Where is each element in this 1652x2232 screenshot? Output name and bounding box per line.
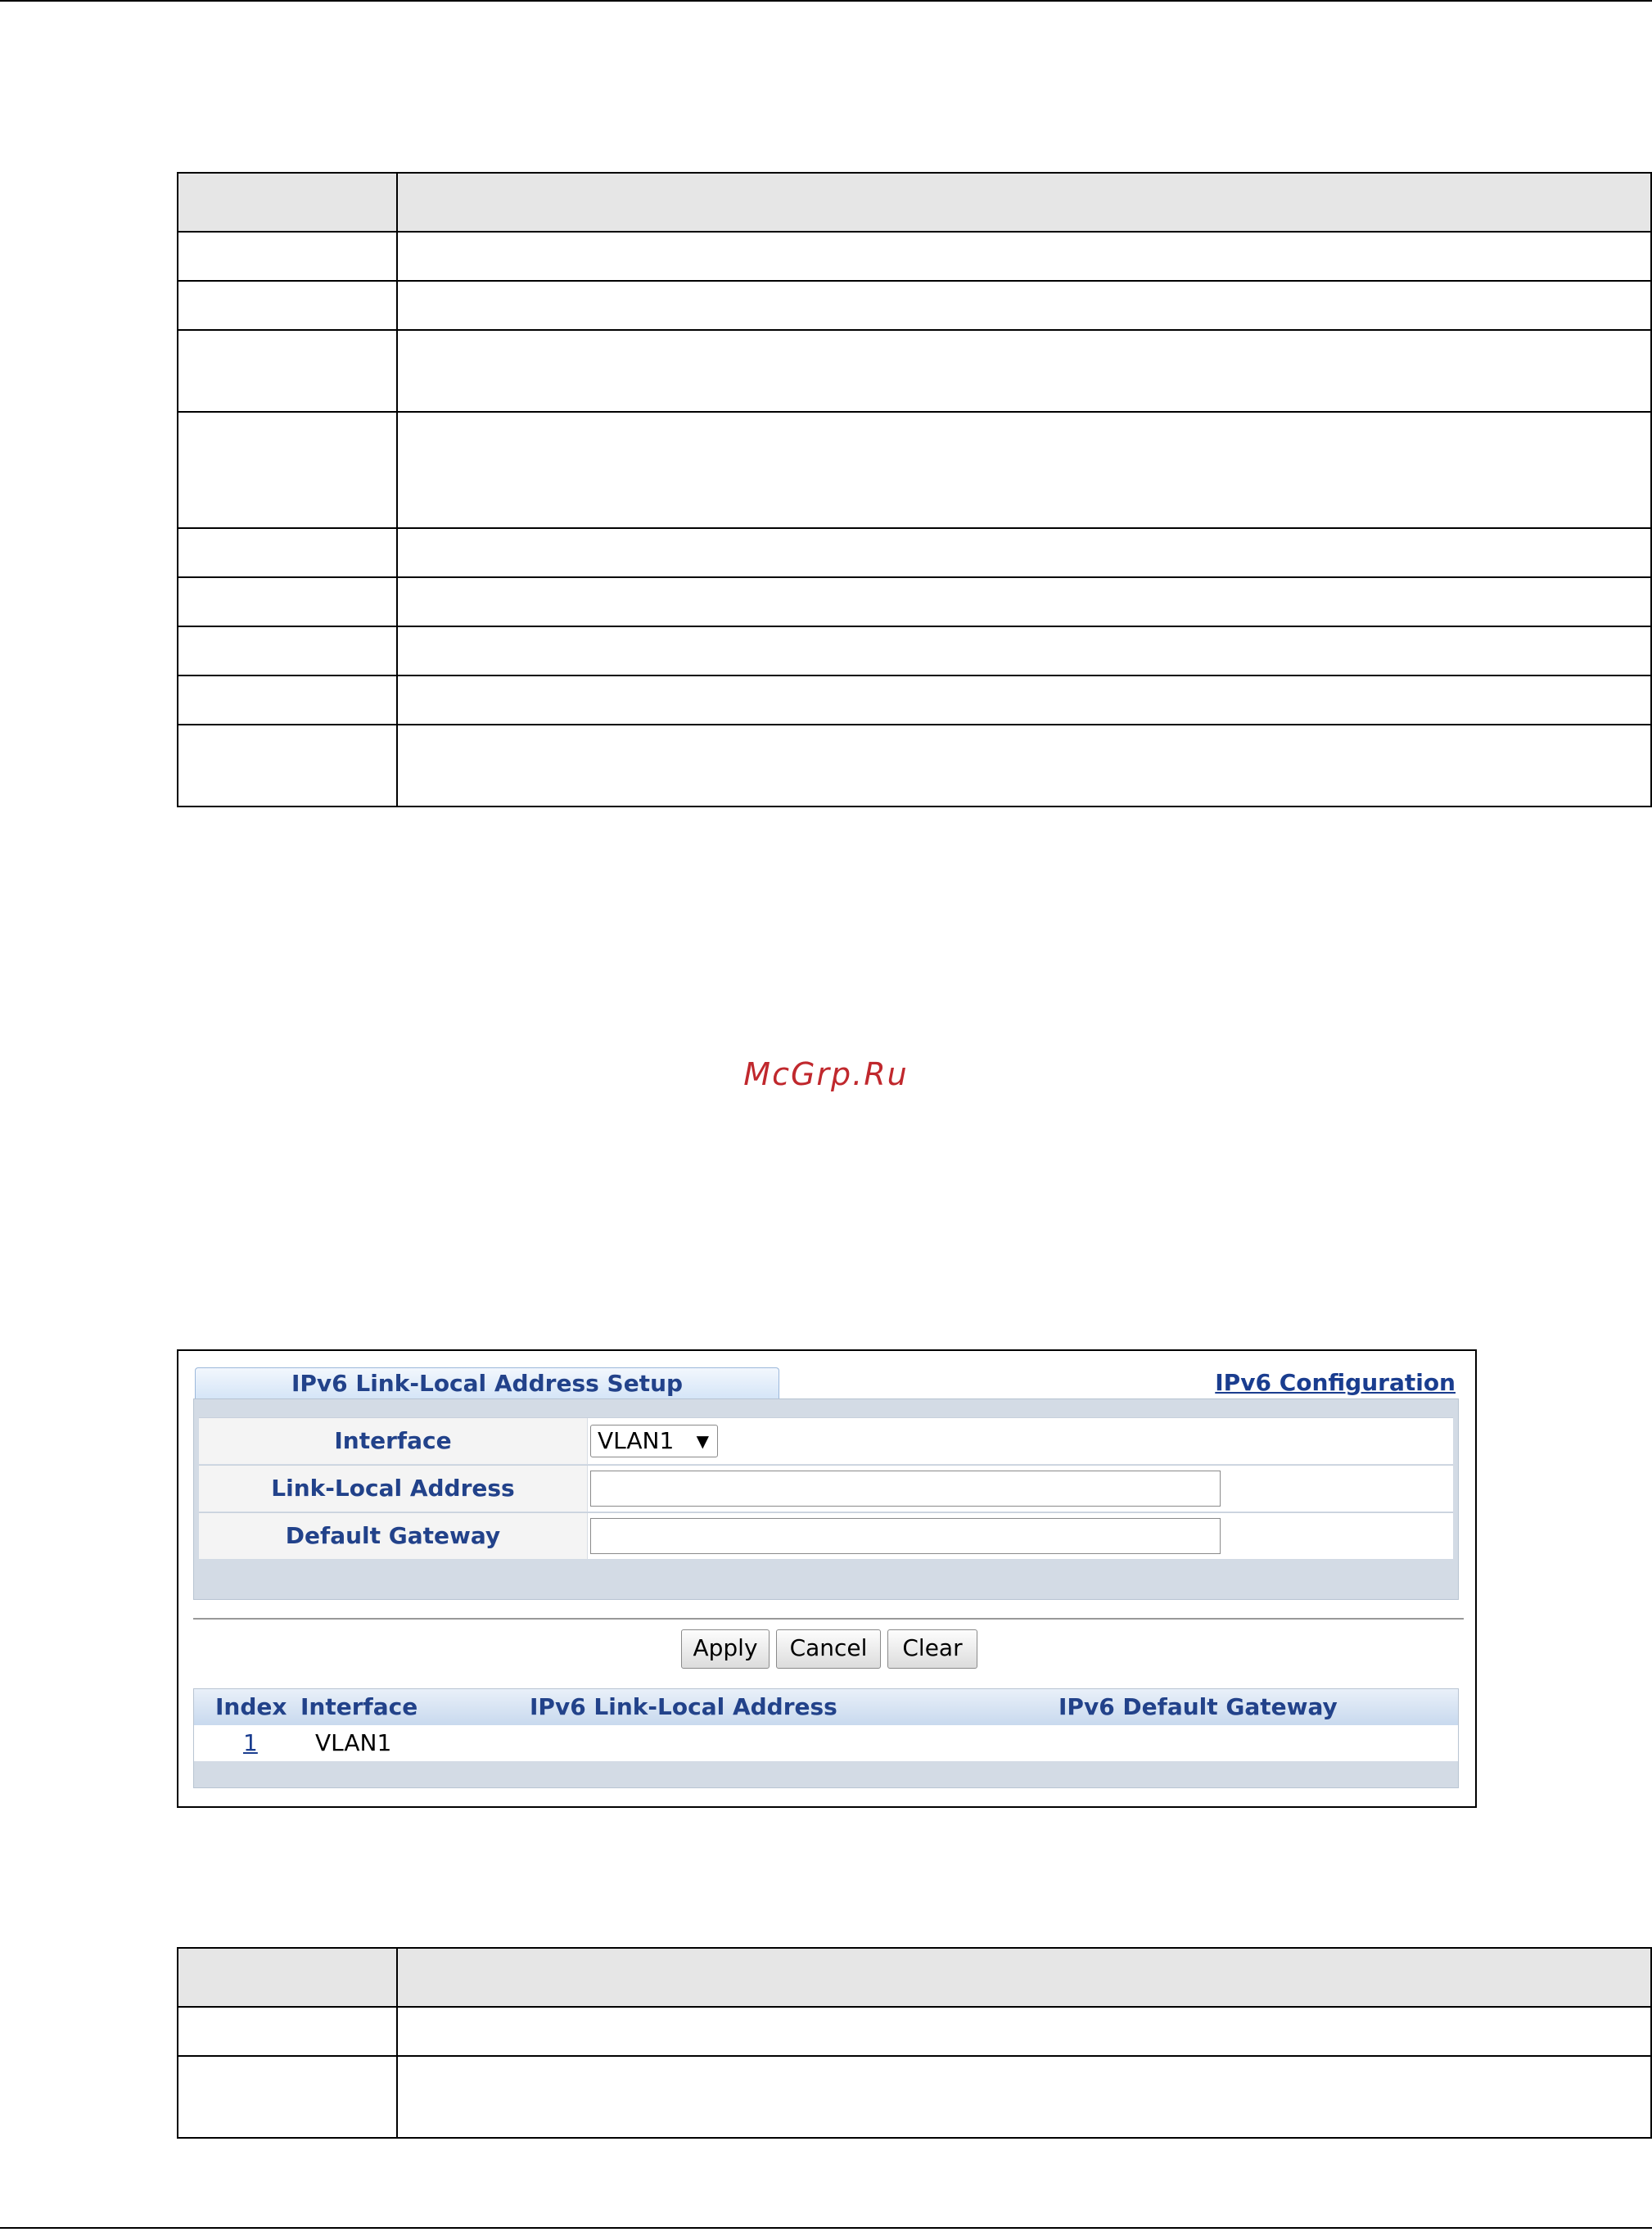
table-row (178, 412, 1651, 528)
table-row (178, 626, 1651, 675)
ipv6-configuration-link[interactable]: IPv6 Configuration (1215, 1369, 1456, 1396)
table-header-row (178, 1948, 1651, 2007)
default-gateway-label: Default Gateway (199, 1513, 588, 1559)
table-row (178, 577, 1651, 626)
label-description-table-bottom (177, 1947, 1652, 2139)
page-bottom-rule (0, 2227, 1652, 2229)
watermark: McGrp.Ru (743, 1056, 909, 1092)
chevron-down-icon: ▼ (696, 1431, 709, 1451)
label-description-table-top (177, 172, 1652, 807)
header-interface: Interface (300, 1693, 418, 1720)
link-local-address-input[interactable] (590, 1471, 1221, 1507)
row-interface: VLAN1 (315, 1729, 392, 1756)
interface-select-value: VLAN1 (598, 1427, 675, 1454)
table-row (178, 330, 1651, 412)
table-row (178, 2056, 1651, 2138)
setup-panel (193, 1398, 1459, 1600)
header-index: Index (215, 1693, 287, 1720)
header-link-local-address: IPv6 Link-Local Address (530, 1693, 837, 1720)
list-item (194, 1725, 1458, 1761)
header-default-gateway: IPv6 Default Gateway (1058, 1693, 1338, 1720)
default-gateway-input[interactable] (590, 1518, 1221, 1554)
interface-select[interactable] (590, 1425, 718, 1457)
table-row (178, 281, 1651, 330)
index-link[interactable]: 1 (243, 1729, 258, 1756)
divider (193, 1618, 1464, 1620)
link-local-address-label: Link-Local Address (199, 1466, 588, 1511)
interface-label: Interface (199, 1418, 588, 1464)
cancel-button[interactable]: Cancel (776, 1629, 881, 1669)
table-row (178, 528, 1651, 577)
ipv6-link-local-screenshot (177, 1349, 1477, 1808)
table-row (178, 2007, 1651, 2056)
list-header (194, 1689, 1458, 1725)
interface-row (199, 1417, 1453, 1464)
apply-button[interactable]: Apply (681, 1629, 770, 1669)
table-row (178, 725, 1651, 807)
table-row (178, 232, 1651, 281)
link-local-address-row (199, 1465, 1453, 1511)
table-header-row (178, 173, 1651, 232)
page-top-rule (0, 0, 1652, 2)
table-row (178, 675, 1651, 725)
default-gateway-row (199, 1512, 1453, 1559)
tab-ipv6-link-local-setup[interactable]: IPv6 Link-Local Address Setup (195, 1367, 779, 1398)
link-local-list (193, 1688, 1459, 1788)
clear-button[interactable]: Clear (887, 1629, 977, 1669)
